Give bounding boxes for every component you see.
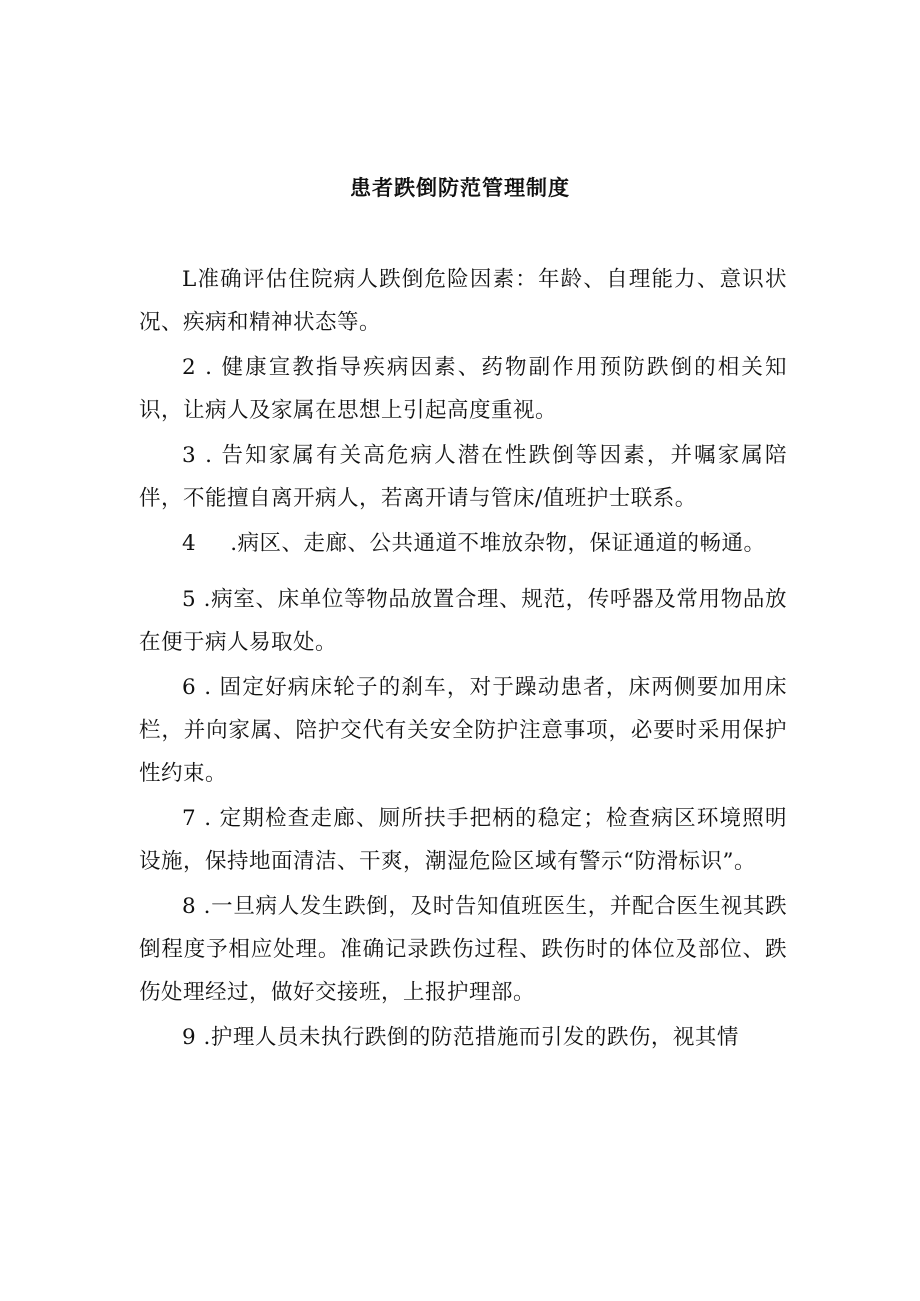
paragraph-7 [139,797,787,883]
paragraph-3 [139,434,787,520]
paragraph-text: .护理人员未执行跌倒的防范措施而引发的跌伤，视其情 [196,1025,739,1050]
paragraph-number: 5 [182,587,197,612]
paragraph-number: 7 [182,806,197,831]
paragraph-number: L [182,267,197,292]
paragraph-5 [139,578,787,664]
paragraph-number: 9 [182,1025,197,1050]
paragraph-text: .病室、床单位等物品放置合理、规范，传呼器及常用物品放在便于病人易取处。 [139,587,787,655]
paragraph-2 [139,346,787,432]
paragraph-4 [139,522,787,565]
paragraph-text: .一旦病人发生跌倒，及时告知值班医生，并配合医生视其跌倒程度予相应处理。准确记录跌伤过程、跌伤时的体位及部位、跌伤处理经过，做好交接班，上报护理部。 [139,894,787,1005]
paragraph-text: . 健康宣教指导疾病因素、药物副作用预防跌倒的相关知识，让病人及家属在思想上引起高度重视。 [139,355,787,423]
paragraph-number: 3 [182,443,197,468]
paragraph-1 [139,258,787,344]
paragraph-number: 4 [182,531,197,556]
document-title: 患者跌倒防范管理制度 [350,175,570,200]
paragraph-number: 2 [182,355,197,380]
paragraph-text: . 固定好病床轮子的刹车，对于躁动患者，床两侧要加用床栏，并向家属、陪护交代有关安全防护注意事项，必要时采用保护性约束。 [139,675,787,786]
paragraph-text: . 定期检查走廊、厕所扶手把柄的稳定；检查病区环境照明设施，保持地面清洁、干爽，潮湿危险区域有警示“防滑标识”。 [139,806,787,874]
paragraph-text: . 告知家属有关高危病人潜在性跌倒等因素，并嘱家属陪伴，不能擅自离开病人，若离开请与管床/值班护士联系。 [139,443,787,511]
paragraph-text: 准确评估住院病人跌倒危险因素：年龄、自理能力、意识状况、疾病和精神状态等。 [139,267,787,335]
paragraph-number: 8 [182,894,197,919]
paragraph-8 [139,885,787,1014]
paragraph-6 [139,666,787,795]
paragraph-number: 6 [182,675,197,700]
paragraph-text: .病区、走廊、公共通道不堆放杂物，保证通道的畅通。 [230,531,766,556]
paragraph-9 [139,1016,787,1059]
document-body [139,258,787,1061]
